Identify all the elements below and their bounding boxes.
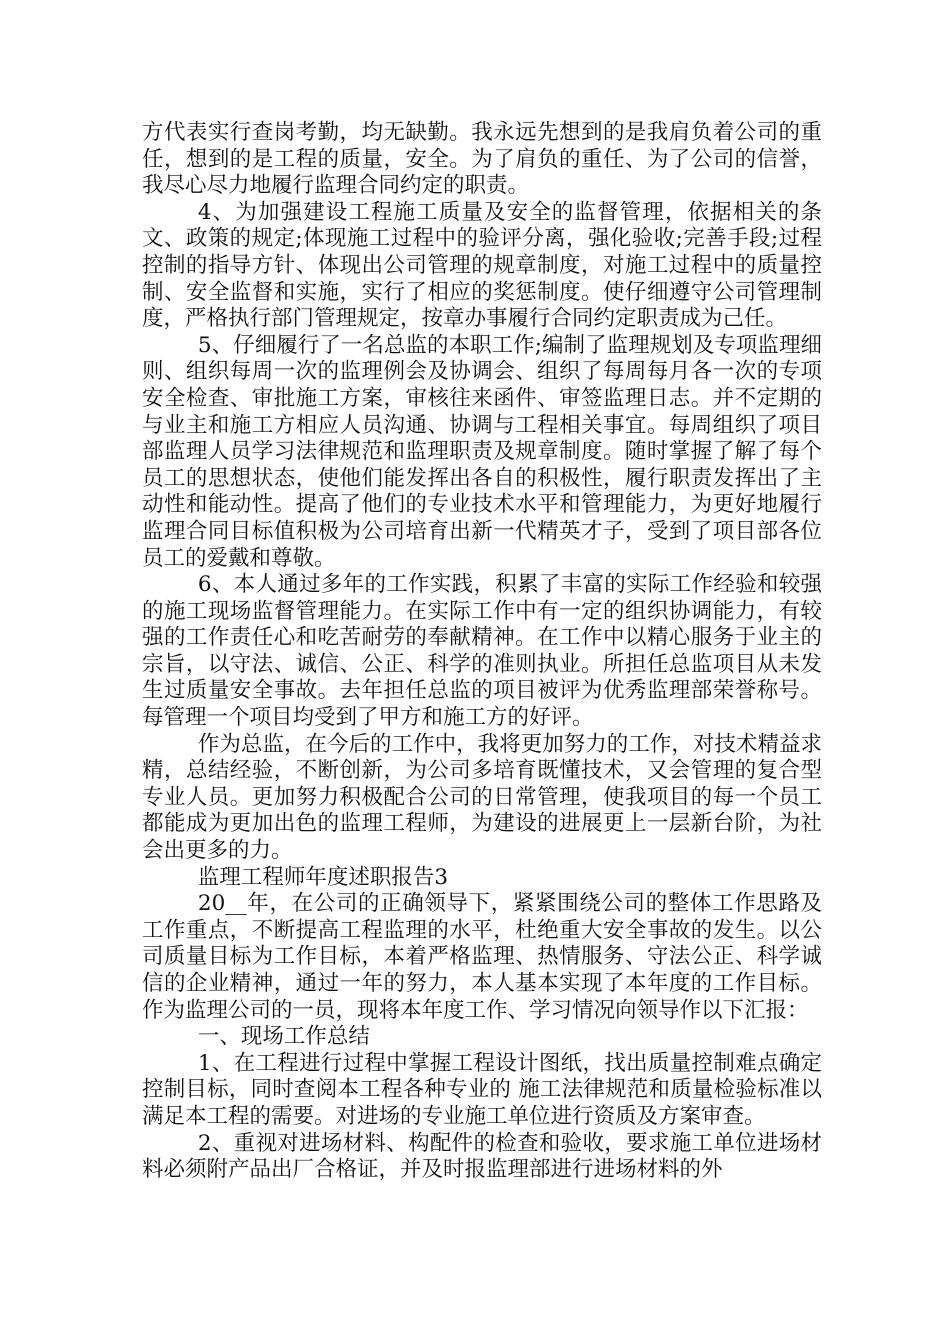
paragraph-10: 2、重视对进场材料、构配件的检查和验收，要求施工单位进场材料必须附产品出厂合格证，并及时报监理部进行进场材料的外 xyxy=(142,1130,822,1183)
paragraph-1: 方代表实行查岗考勤，均无缺勤。我永远先想到的是我肩负着公司的重任，想到的是工程的质量，安全。为了肩负的重任、为了公司的信誉，我尽心尽力地履行监理合同约定的职责。 xyxy=(142,120,822,199)
paragraph-2: 4、为加强建设工程施工质量及安全的监督管理，依据相关的条文、政策的规定;体现施工过程中的验评分离，强化验收;完善手段;过程控制的指导方针、体现出公司管理的规章制度，对施工过程中的质量控制、安全监督和实施，实行了相应的奖惩制度。使仔细遵守公司管理制度，严格执行部门管理规定，按章办事履行合同约定职责成为己任。 xyxy=(142,199,822,332)
document-page xyxy=(142,120,822,1184)
paragraph-3: 5、仔细履行了一名总监的本职工作;编制了监理规划及专项监理细则、组织每周一次的监理例会及协调会、组织了每周每月各一次的专项安全检查、审批施工方案，审核往来函件、审签监理日志。并不定期的与业主和施工方相应人员沟通、协调与工程相关事宜。每周组织了项目部监理人员学习法律规范和监理职责及规章制度。随时掌握了解了每个员工的思想状态，使他们能发挥出各自的积极性，履行职责发挥出了主动性和能动性。提高了他们的专业技术水平和管理能力，为更好地履行监理合同目标值积极为公司培育出新一代精英才子，受到了项目部各位员工的爱戴和尊敬。 xyxy=(142,332,822,571)
paragraph-7: 20__年，在公司的正确领导下，紧紧围绕公司的整体工作思路及工作重点，不断提高工程监理的水平，杜绝重大安全事故的发生。以公司质量目标为工作目标，本着严格监理、热情服务、守法公正、科学诚信的企业精神，通过一年的努力，本人基本实现了本年度的工作目标。作为监理公司的一员，现将本年度工作、学习情况向领导作以下汇报： xyxy=(142,891,822,1023)
paragraph-9: 1、在工程进行过程中掌握工程设计图纸，找出质量控制难点确定控制目标，同时查阅本工程各种专业的 施工法律规范和质量检验标准以满足本工程的需要。对进场的专业施工单位进行资质及方案审查。 xyxy=(142,1050,822,1129)
report-title: 监理工程师年度述职报告3 xyxy=(197,864,449,890)
section-heading: 一、现场工作总结 xyxy=(197,1024,370,1050)
paragraph-4: 6、本人通过多年的工作实践，积累了丰富的实际工作经验和较强的施工现场监督管理能力。在实际工作中有一定的组织协调能力，有较强的工作责任心和吃苦耐劳的奉献精神。在工作中以精心服务于业主的宗旨，以守法、诚信、公正、科学的准则执业。所担任总监项目从未发生过质量安全事故。去年担任总监的项目被评为优秀监理部荣誉称号。每管理一个项目均受到了甲方和施工方的好评。 xyxy=(142,572,822,731)
paragraph-5: 作为总监，在今后的工作中，我将更加努力的工作，对技术精益求精，总结经验，不断创新，为公司多培育既懂技术，又会管理的复合型专业人员。更加努力积极配合公司的日常管理，使我项目的每一个员工都能成为更加出色的监理工程师，为建设的进展更上一层新台阶，为社会出更多的力。 xyxy=(142,731,822,864)
